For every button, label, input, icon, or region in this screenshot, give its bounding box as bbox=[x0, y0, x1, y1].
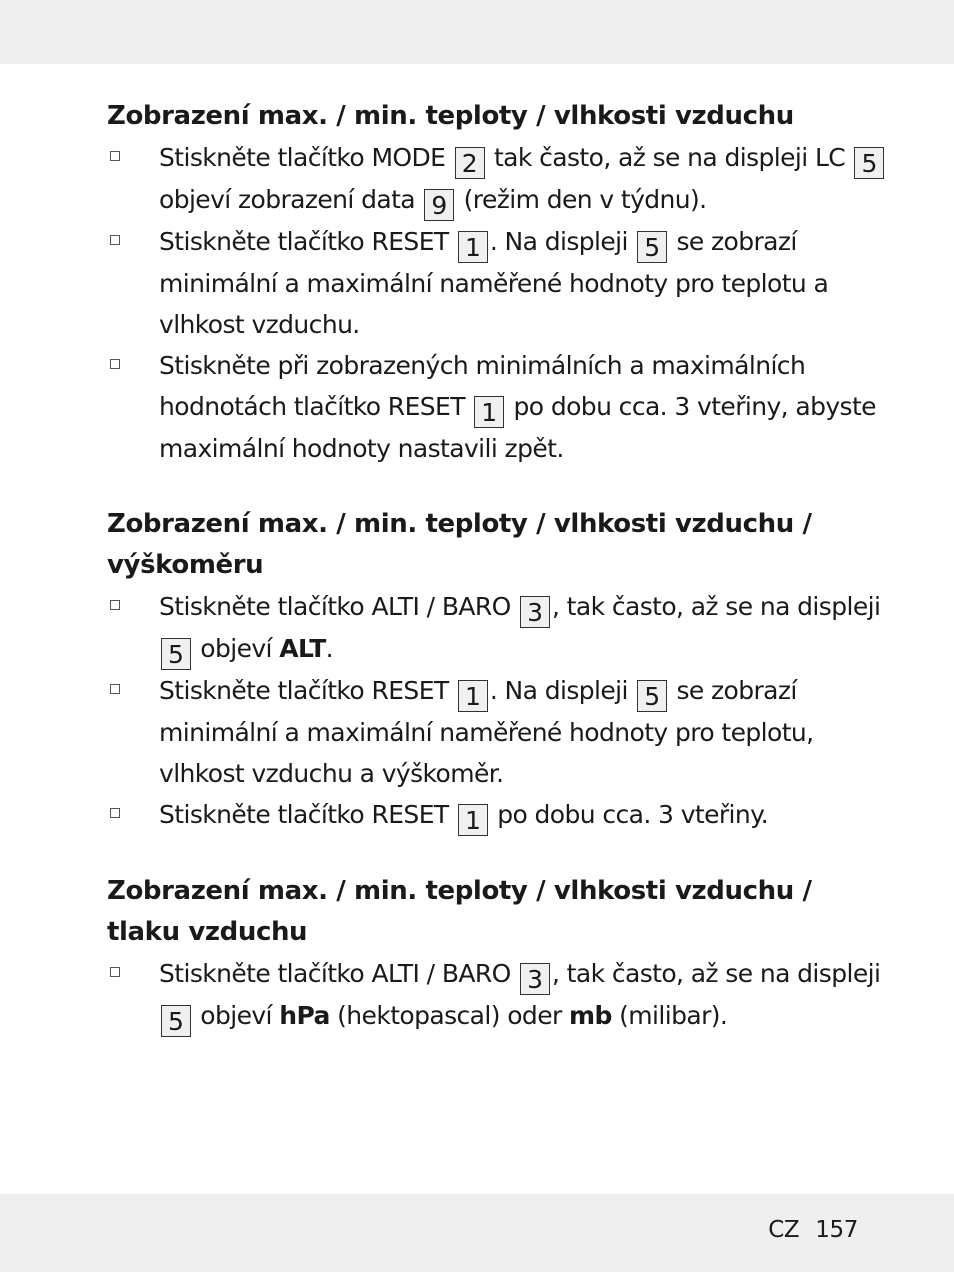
section-title: Zobrazení max. / min. teploty / vlhkosti vzduchu / tlaku vzduchu bbox=[107, 876, 812, 947]
display-code: ALT bbox=[279, 634, 326, 663]
list-item: Stiskněte tlačítko RESET 1 . Na displeji 5 se zobrazí minimální a maximální naměřené hodnoty pro teplotu, vlhkost vzduchu a výškoměr. bbox=[107, 670, 887, 794]
reference-number: 3 bbox=[520, 963, 550, 995]
page-number: 157 bbox=[815, 1217, 858, 1243]
reference-number: 5 bbox=[637, 680, 667, 712]
checkbox-bullet-icon bbox=[110, 967, 120, 977]
reference-number: 5 bbox=[637, 231, 667, 263]
checkbox-bullet-icon bbox=[110, 359, 120, 369]
section-title: Zobrazení max. / min. teploty / vlhkosti vzduchu bbox=[107, 101, 794, 131]
checkbox-bullet-icon bbox=[110, 684, 120, 694]
reference-number: 1 bbox=[474, 396, 504, 428]
list-item: Stiskněte při zobrazených minimálních a maximálních hodnotách tlačítko RESET 1 po dobu cca. 3 vteřiny, abyste maximální hodnoty nastavili zpět. bbox=[107, 345, 887, 469]
reference-number: 1 bbox=[458, 680, 488, 712]
document-body bbox=[107, 96, 887, 1072]
reference-number: 1 bbox=[458, 804, 488, 836]
display-code: hPa bbox=[279, 1001, 330, 1030]
checkbox-bullet-icon bbox=[110, 235, 120, 245]
checkbox-bullet-icon bbox=[110, 151, 120, 161]
language-code: CZ bbox=[768, 1217, 800, 1243]
page-footer bbox=[768, 1217, 858, 1243]
list-item: Stiskněte tlačítko ALTI / BARO 3 , tak často, až se na displeji 5 objeví hPa (hektopascal) oder mb (milibar). bbox=[107, 953, 887, 1037]
reference-number: 3 bbox=[520, 596, 550, 628]
checkbox-bullet-icon bbox=[110, 600, 120, 610]
reference-number: 9 bbox=[424, 189, 454, 221]
checkbox-bullet-icon bbox=[110, 808, 120, 818]
list-item: Stiskněte tlačítko RESET 1 . Na displeji 5 se zobrazí minimální a maximální naměřené hodnoty pro teplotu a vlhkost vzduchu. bbox=[107, 221, 887, 345]
list-item: Stiskněte tlačítko ALTI / BARO 3 , tak často, až se na displeji 5 objeví ALT. bbox=[107, 586, 887, 670]
section-air-pressure bbox=[107, 871, 887, 1037]
section-title: Zobrazení max. / min. teploty / vlhkosti vzduchu / výškoměru bbox=[107, 509, 812, 580]
list-item: Stiskněte tlačítko RESET 1 po dobu cca. 3 vteřiny. bbox=[107, 794, 887, 836]
list-item: Stiskněte tlačítko MODE 2 tak často, až se na displeji LC 5 objeví zobrazení data 9 (režim den v týdnu). bbox=[107, 137, 887, 221]
reference-number: 5 bbox=[854, 147, 884, 179]
reference-number: 5 bbox=[161, 1005, 191, 1037]
reference-number: 1 bbox=[458, 231, 488, 263]
reference-number: 5 bbox=[161, 638, 191, 670]
section-temp-humidity bbox=[107, 96, 887, 469]
reference-number: 2 bbox=[455, 147, 485, 179]
section-altimeter bbox=[107, 504, 887, 836]
header-band bbox=[0, 0, 954, 64]
display-code: mb bbox=[569, 1001, 612, 1030]
